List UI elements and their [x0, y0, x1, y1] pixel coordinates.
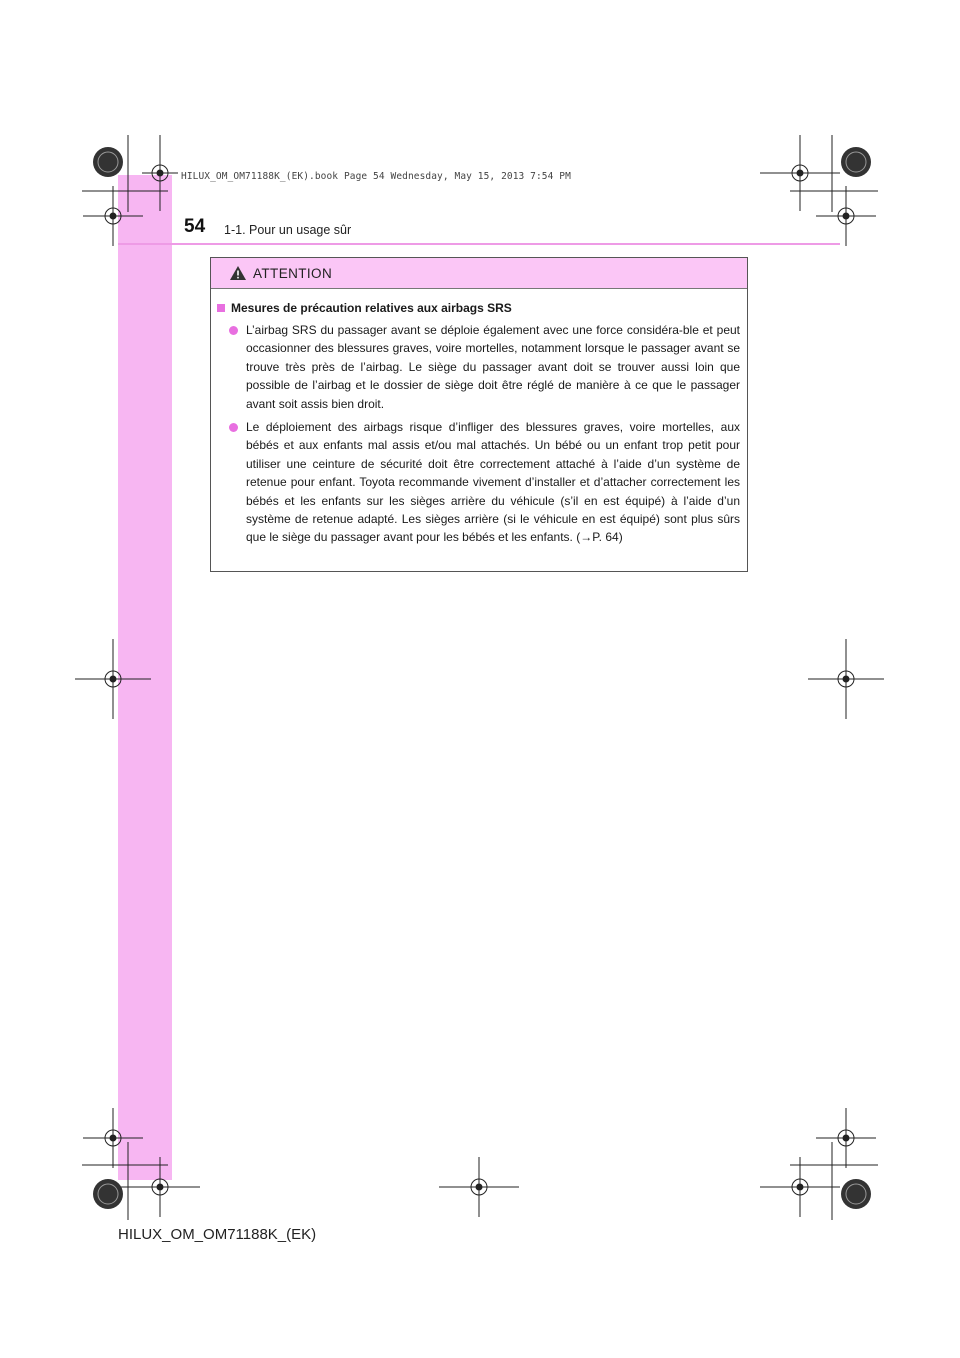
- warning-body: [211, 289, 747, 547]
- bullet-dot-icon: [229, 326, 238, 335]
- section-title: 1-1. Pour un usage sûr: [224, 223, 352, 237]
- square-bullet-icon: [217, 304, 225, 312]
- subheading-text: Mesures de précaution relatives aux airbags SRS: [231, 301, 512, 315]
- warning-item-text: Le déploiement des airbags risque d’infliger des blessures graves, voire mortelles, aux bébés et aux enfants mal assis et/ou mal attachés. Un bébé ou un enfant trop petit pour utiliser une ceinture de sécurité doit être correctement attaché à l’aide d’un système de retenue pour enfant. Toyota recommande vivement d’installer et d’attacher correctement les bébés et les enfants sur les sièges arrière du véhicule (s’il en est équipé) à l’aide d’un système de retenue adapté. Les sièges arrière (si le véhicule en est équipé) sont plus sûrs que le siège du passager avant pour les bébés et les enfants. (→P. 64): [246, 420, 740, 545]
- bullet-dot-icon: [229, 423, 238, 432]
- book-file-stamp: HILUX_OM_OM71188K_(EK).book Page 54 Wednesday, May 15, 2013 7:54 PM: [181, 171, 571, 182]
- warning-item: [217, 321, 740, 413]
- warning-item-text: L’airbag SRS du passager avant se déploie également avec une force considéra-ble et peut occasionner des blessures graves, voire mortelles, notamment lorsque le passager avant se trouve très près de l’airbag. Le siège du passager avant doit se trouver aussi loin que possible de l’airbag et le dossier de siège doit être réglé de manière à ce que le passager avant soit assis bien droit.: [246, 323, 740, 411]
- warning-subheading: [217, 301, 740, 315]
- page-number: 54: [184, 216, 206, 237]
- warning-triangle-icon: [229, 265, 247, 281]
- warning-item: [217, 418, 740, 547]
- warning-box: [210, 257, 748, 572]
- document-code: HILUX_OM_OM71188K_(EK): [118, 1226, 317, 1243]
- header-divider: [118, 243, 840, 245]
- warning-header: [211, 258, 747, 289]
- warning-title: ATTENTION: [253, 265, 333, 281]
